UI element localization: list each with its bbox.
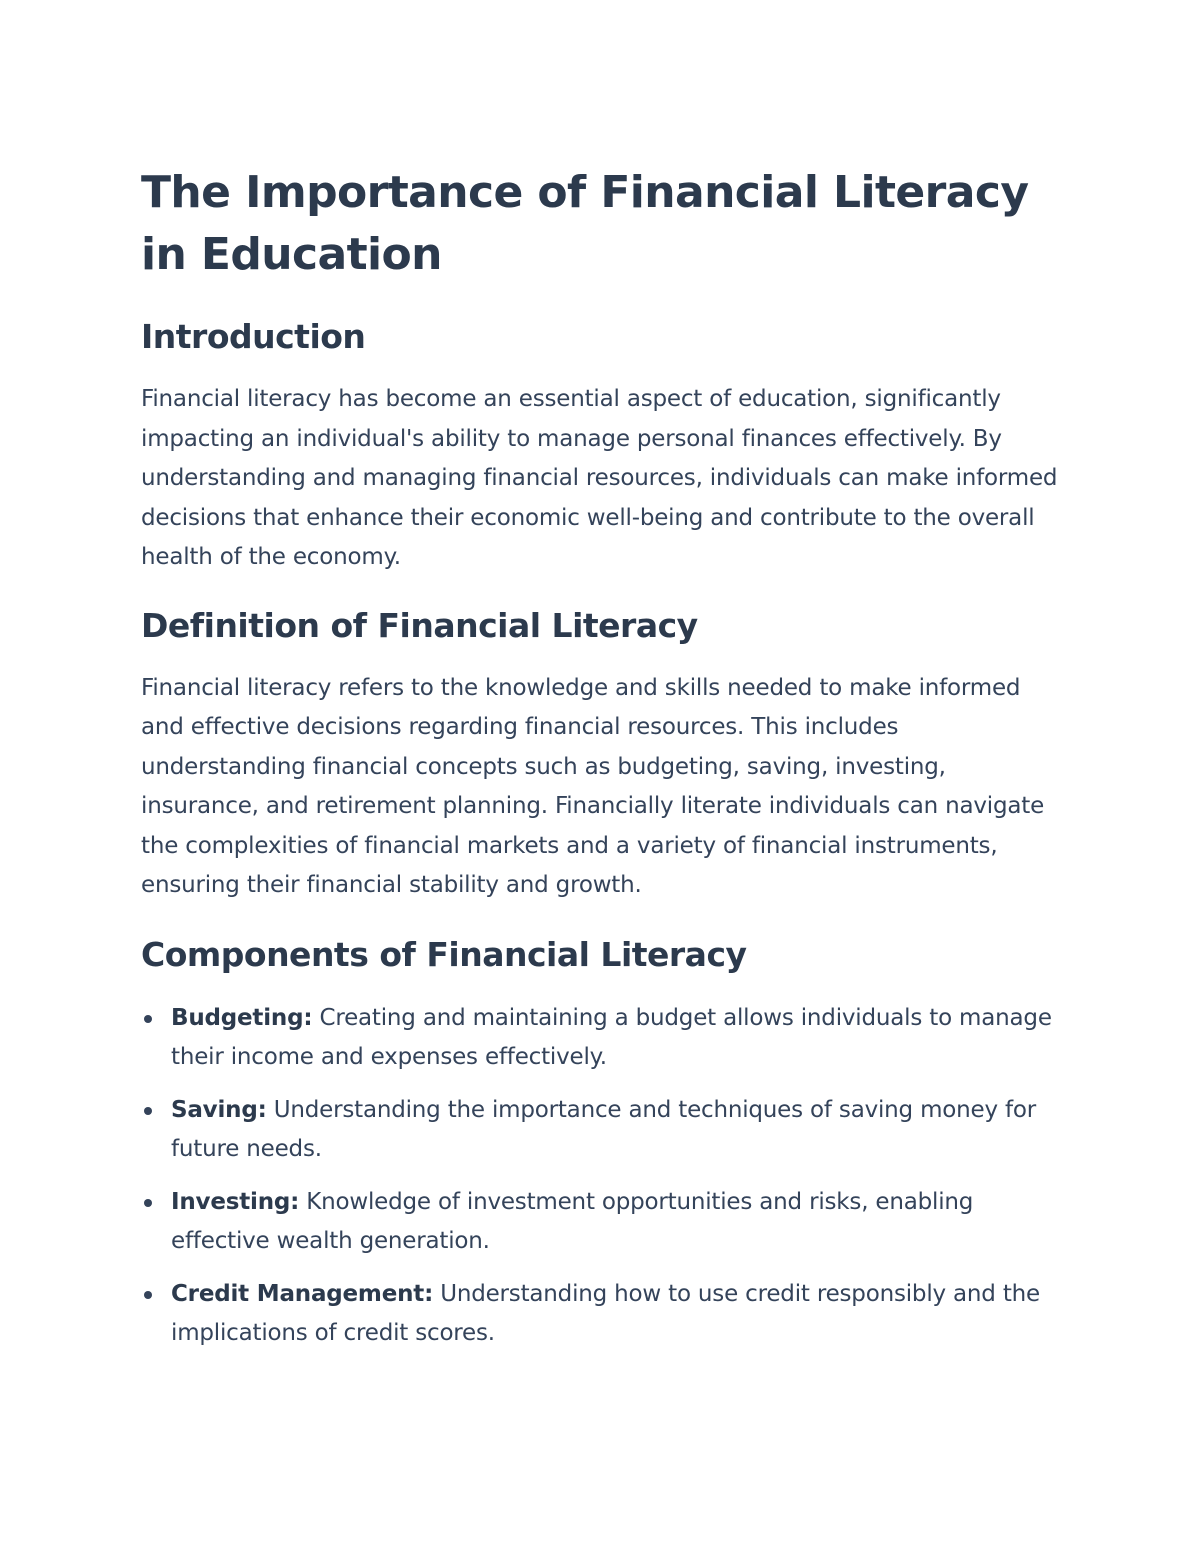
list-item-term: Saving: xyxy=(171,1096,267,1123)
bullet-icon xyxy=(144,1291,152,1299)
list-item-investing xyxy=(141,1183,1060,1262)
list-item-text: Understanding the importance and techniques of saving money for future needs. xyxy=(171,1096,1037,1162)
definition-paragraph: Financial literacy refers to the knowledge and skills needed to make informed and effective decisions regarding financial resources. This includes understanding financial concepts such as budgeting, saving, investing, insurance, and retirement planning. Financially literate individuals can navigate the complexities of financial markets and a variety of financial instruments, ensuring their financial stability and growth. xyxy=(141,674,1045,898)
list-item-term: Investing: xyxy=(171,1188,300,1215)
definition-heading: Definition of Financial Literacy xyxy=(141,605,698,645)
components-list xyxy=(141,999,1060,1354)
list-item-term: Credit Management: xyxy=(171,1280,434,1307)
list-item-budgeting xyxy=(141,999,1060,1078)
list-item-text: Knowledge of investment opportunities and risks, enabling effective wealth generation. xyxy=(171,1188,974,1254)
list-item-saving xyxy=(141,1091,1060,1170)
document-title: The Importance of Financial Literacy in Education xyxy=(141,167,1029,280)
list-item-credit-management xyxy=(141,1275,1060,1354)
bullet-icon xyxy=(144,1199,152,1207)
introduction-paragraph: Financial literacy has become an essential aspect of education, significantly impacting an individual's ability to manage personal finances effectively. By understanding and managing financial resources, individuals can make informed decisions that enhance their economic well-being and contribute to the overall health of the economy. xyxy=(141,386,1058,570)
introduction-heading: Introduction xyxy=(141,317,366,356)
list-item-text: Understanding how to use credit responsibly and the implications of credit scores. xyxy=(171,1280,1040,1346)
components-heading: Components of Financial Literacy xyxy=(141,934,747,974)
list-item-text: Creating and maintaining a budget allows individuals to manage their income and expenses effectively. xyxy=(171,1004,1052,1070)
bullet-icon xyxy=(144,1015,152,1023)
list-item-term: Budgeting: xyxy=(171,1004,313,1031)
bullet-icon xyxy=(144,1107,152,1115)
